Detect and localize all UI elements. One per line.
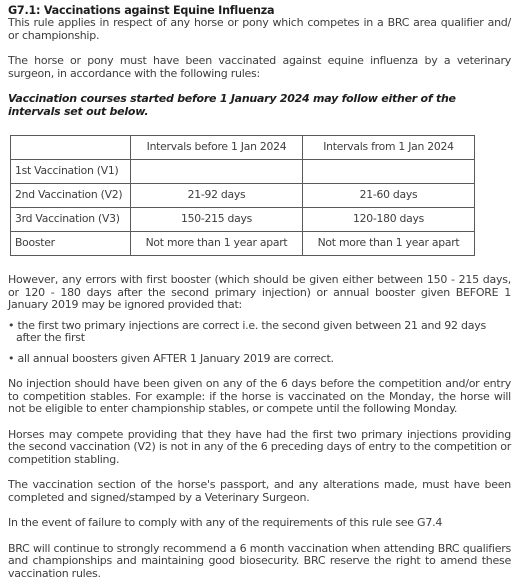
errors-paragraph: However, any errors with first booster (which should be given either between 150 - 215 days, or 120 - 180 days after the second primary injection) or annual booster given BEFORE 1 January 2019 may be ignored provided that: <box>8 274 511 312</box>
table-cell: 120-180 days <box>303 208 475 232</box>
recommendation-paragraph: BRC will continue to strongly recommend a 6 month vaccination when attending BRC qualifiers and championships and maintaining good biosecurity. BRC reserve the right to amend these vaccination rules. <box>8 543 511 580</box>
table-cell: 21-92 days <box>131 184 303 208</box>
failure-paragraph: In the event of failure to comply with any of the requirements of this rule see G7.4 <box>8 517 511 530</box>
table-cell: Booster <box>11 232 131 256</box>
table-cell: 3rd Vaccination (V3) <box>11 208 131 232</box>
table-cell <box>131 160 303 184</box>
table-header-cell <box>11 136 131 160</box>
intro-paragraph: This rule applies in respect of any horse or pony which competes in a BRC area qualifier and/ or championship. <box>8 17 511 42</box>
passport-paragraph: The vaccination section of the horse's passport, and any alterations made, must have been completed and signed/stamped by a Veterinary Surgeon. <box>8 479 511 504</box>
table-cell: 1st Vaccination (V1) <box>11 160 131 184</box>
no-injection-paragraph: No injection should have been given on any of the 6 days before the competition and/or entry to competition stables. For example: if the horse is vaccinated on the Monday, the horse will not be eligible to enter championship stables, or compete until the following Monday. <box>8 378 511 416</box>
table-row <box>11 160 475 184</box>
bullet-item: • all annual boosters given AFTER 1 January 2019 are correct. <box>8 353 511 366</box>
bullet-item: • the first two primary injections are correct i.e. the second given between 21 and 92 days after the first <box>8 320 511 345</box>
table-row <box>11 232 475 256</box>
table-row <box>11 184 475 208</box>
table-cell: 2nd Vaccination (V2) <box>11 184 131 208</box>
table-cell: 21-60 days <box>303 184 475 208</box>
table-header-cell: Intervals from 1 Jan 2024 <box>303 136 475 160</box>
vaccination-intervals-table <box>10 135 475 256</box>
emphasis-note: Vaccination courses started before 1 January 2024 may follow either of the intervals set out below. <box>8 93 511 118</box>
table-cell <box>303 160 475 184</box>
vaccination-requirement-paragraph: The horse or pony must have been vaccinated against equine influenza by a veterinary surgeon, in accordance with the following rules: <box>8 55 511 80</box>
table-cell: 150-215 days <box>131 208 303 232</box>
table-header-cell: Intervals before 1 Jan 2024 <box>131 136 303 160</box>
table-cell: Not more than 1 year apart <box>131 232 303 256</box>
rule-document <box>0 4 519 580</box>
table-header-row <box>11 136 475 160</box>
table-cell: Not more than 1 year apart <box>303 232 475 256</box>
rule-heading: G7.1: Vaccinations against Equine Influenza <box>8 4 511 17</box>
table-row <box>11 208 475 232</box>
compete-paragraph: Horses may compete providing that they have had the first two primary injections providing the second vaccination (V2) is not in any of the 6 preceding days of entry to the competition or competition stabling. <box>8 429 511 467</box>
